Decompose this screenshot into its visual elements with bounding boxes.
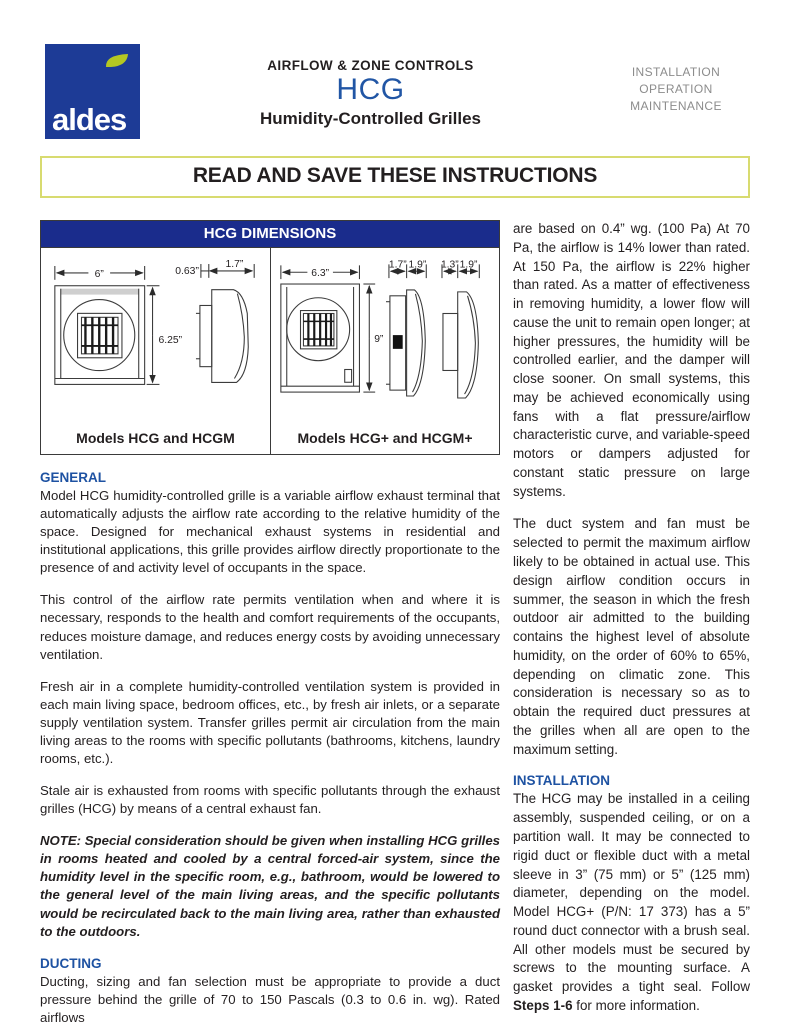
doc-line-installation: INSTALLATION [631,65,721,79]
dim-side1b-label: 1.9” [408,259,427,271]
dimensions-title: HCG DIMENSIONS [41,221,499,247]
installation-text-end: for more information. [572,997,700,1013]
duct-system-paragraph: The duct system and fan must be selected to permit the maximum airflow likely to be obtained in actual use. This design airflow condition occurs in summer, the season in which the fresh outdoor air admitted to the building contains the highest level of absolute humidity, on the order of 60% to 65%, depending on climatic zone. This consideration is necessary so as to obtain the required duct pressures at the grilles when all are open to the maximum setting. [513,516,750,757]
right-column [513,220,750,1024]
dimensions-box [40,220,500,455]
dim-side2a-label: 1.3” [440,259,459,271]
ducting-paragraph: Ducting, sizing and fan selection must be appropriate to provide a duct pressure behind the grille of 70 to 150 Pascals (0.3 to 0.6 in. wg). Rated airflows [40,973,500,1024]
product-line: AIRFLOW & ZONE CONTROLS [267,58,474,73]
panel-hcg [41,248,270,454]
brand-text: aldes [52,102,127,137]
doc-type [601,44,751,139]
section-heading-general: GENERAL [40,470,107,485]
dim-offset-label: 0.63” [175,265,199,277]
leaf-icon [104,52,130,69]
general-paragraph-4: Stale air is exhausted from rooms with specific pollutants through the exhaust grilles (HCG) by means of a central exhaust fan. [40,783,500,817]
note-label: NOTE: [40,833,82,849]
dim-height-label: 6.25” [158,334,183,346]
dim-height-plus-label: 9” [374,333,384,345]
model-title: HCG [336,73,405,106]
note-text: Special consideration should be given when installing HCG grilles in rooms heated and cooled by a central forced-air system, since the humidity level in the specific room, e.g., bathroom, would be lowered to the general level of the main living areas, and the specific pollutants would be recirculated back to the main living area, rather than exhausted to the outdoors. [40,833,500,939]
left-column [40,220,500,1024]
panel-hcg-plus [270,248,499,454]
content [0,198,791,1024]
general-paragraph-3: Fresh air in a complete humidity-controlled ventilation system is provided in each main living space, bedroom offices, etc., by fresh air inlets, or a separate supply ventilation system. Transfer grilles permit air circulation from the main living areas to the rooms with specific pollutants (bathrooms, kitchens, laundry rooms, etc.). [40,678,500,767]
dim-width-plus-label: 6.3” [311,268,330,280]
masthead [0,0,791,139]
general-paragraph-1: Model HCG humidity-controlled grille is a variable airflow exhaust terminal that automatically adjusts the airflow rate according to the relative humidity of the space. Designed for mechanical exhaust systems in residential and institutional applications, this grille provides airflow directly proportionate to the presence of and activity level of occupants in the space. [40,488,500,576]
section-heading-ducting: DUCTING [40,955,102,971]
installation-paragraph [513,790,750,1015]
doc-line-operation: OPERATION [639,81,713,96]
installation-text: The HCG may be installed in a ceiling assembly, suspended ceiling, or on a partition wall. It may be connected to rigid duct or flexible duct with a metal sleeve in 3” (75 mm) or 5” (125 mm) diameter, depending on the model. Model HCG+ (P/N: 17 373) has a 5” round duct connector with a brush seal. All other models must be secured by screws to the mounting surface. A gasket provides a tight seal. Follow [513,791,750,995]
product-subtitle: Humidity-Controlled Grilles [259,108,482,128]
hcg-plus-drawing [273,256,497,426]
dim-width-label: 6” [94,268,104,280]
dim-side2b-label: 1.9” [459,259,478,271]
steps-bold: Steps 1-6 [513,997,573,1013]
note-paragraph [40,832,500,940]
banner-text: READ AND SAVE THESE INSTRUCTIONS [192,164,598,187]
panel-caption-hcg-plus: Models HCG+ and HCGM+ [297,430,473,446]
hcg-drawing [43,256,268,426]
instruction-banner [40,156,750,198]
masthead-center [140,44,601,139]
general-paragraph-2: This control of the airflow rate permits ventilation when and where it is necessary, responds to the health and comfort requirements of the occupants, reduces moisture damage, and reduces energy costs by avoiding unnecessary ventilation. [40,592,500,662]
dim-depth-label: 1.7” [225,258,244,270]
dim-side1a-label: 1.7” [388,259,407,271]
section-heading-installation: INSTALLATION [513,773,610,789]
doc-line-maintenance: MAINTENANCE [630,98,722,113]
panel-caption-hcg: Models HCG and HCGM [76,430,235,446]
dimensions-panels [41,247,499,454]
aldes-logo [45,44,140,139]
ducting-continued-paragraph: are based on 0.4” wg. (100 Pa) At 70 Pa, the airflow is 14% lower than rated. At 150 Pa, the airflow is 22% higher than rated. As a matter of effectiveness in removing humidity, a lower flow will cause the unit to remain open longer; at higher pressures, the humidity will be controlled earlier, and the damper will close sooner. On small systems, this may be achieved economically using fans with a flat pressure/airflow characteristic curve, and variable-speed motors or dampers adjusted for constant static pressure on large systems. [513,221,750,499]
